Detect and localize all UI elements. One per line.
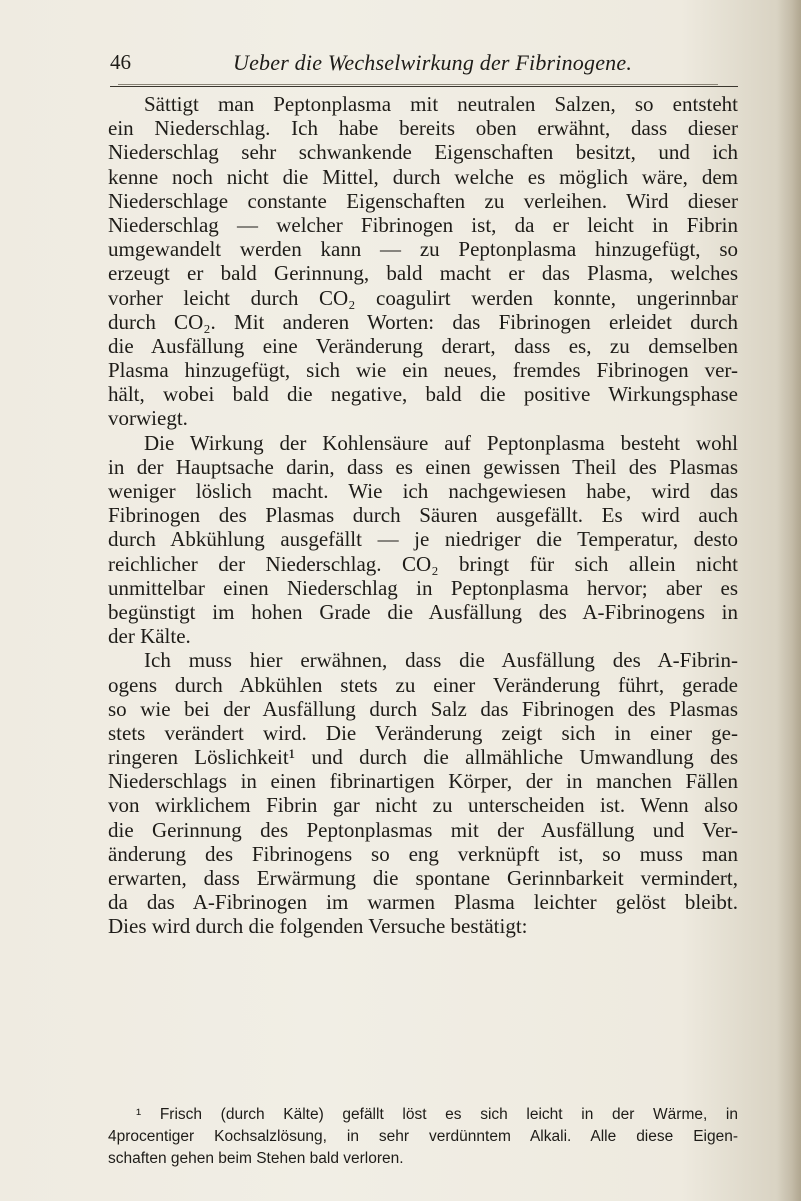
text-line: Die Wirkung der Kohlensäure auf Peptonplasma besteht wohl (144, 430, 738, 455)
paragraph-2 (108, 431, 738, 649)
text-line: weniger löslich macht. Wie ich nachgewiesen habe, wird das (108, 479, 738, 503)
text-line: ogens durch Abkühlen stets zu einer Veränderung führt, gerade (108, 672, 738, 697)
text-line: unmittelbar einen Niederschlag in Peptonplasma hervor; aber es (108, 575, 738, 600)
text-line: ringeren Löslichkeit¹ und durch die allmähliche Umwandlung des (108, 745, 738, 770)
text-line: vorher leicht durch CO₂ coagulirt werden konnte, ungerinnbar (108, 285, 738, 310)
footnote (108, 1104, 738, 1170)
page-header (110, 48, 740, 88)
page-number: 46 (110, 50, 131, 74)
footnote-line: 4procentiger Kochsalzlösung, in sehr verdünntem Alkali. Alle diese Eigen- (108, 1128, 738, 1145)
text-line: umgewandelt werden kann — zu Peptonplasma hinzugefügt, so (108, 237, 738, 262)
text-line: erwarten, dass Erwärmung die spontane Gerinnbarkeit vermindert, (108, 866, 738, 890)
text-line: Niederschlage constante Eigenschaften zu verleihen. Wird dieser (108, 188, 738, 213)
paragraph-3 (108, 648, 738, 938)
text-line: von wirklichem Fibrin gar nicht zu unterscheiden ist. Wenn also (108, 793, 738, 818)
text-line: ein Niederschlag. Ich habe bereits oben erwähnt, dass dieser (108, 116, 738, 141)
text-line: änderung des Fibrinogens so eng verknüpft ist, so muss man (108, 841, 738, 866)
text-line: die Gerinnung des Peptonplasmas mit der Ausfällung und Ver- (108, 817, 738, 842)
text-line: da das A-Fibrinogen im warmen Plasma leichter gelöst bleibt. (108, 890, 738, 915)
running-head: Ueber die Wechselwirkung der Fibrinogene. (233, 50, 633, 75)
text-line: reichlicher der Niederschlag. CO₂ bringt für sich allein nicht (108, 551, 738, 576)
text-line: so wie bei der Ausfällung durch Salz das Fibrinogen des Plasmas (108, 696, 738, 721)
text-line: durch CO₂. Mit anderen Worten: das Fibrinogen erleidet durch (108, 309, 738, 334)
text-line: erzeugt er bald Gerinnung, bald macht er das Plasma, welches (108, 261, 738, 286)
paragraph-1 (108, 92, 738, 431)
text-line: der Kälte. (108, 624, 191, 649)
footnote-line: schaften gehen beim Stehen bald verloren. (108, 1150, 404, 1167)
page-edge-shadow (777, 0, 801, 1201)
text-line: Dies wird durch die folgenden Versuche bestätigt: (108, 914, 528, 939)
text-line: hält, wobei bald die negative, bald die positive Wirkungsphase (108, 382, 738, 407)
text-line: begünstigt im hohen Grade die Ausfällung des A-Fibrinogens in (108, 599, 738, 624)
footnote-line: ¹ Frisch (durch Kälte) gefällt löst es sich leicht in der Wärme, in (136, 1106, 738, 1123)
text-line: vorwiegt. (108, 406, 188, 431)
text-line: Ich muss hier erwähnen, dass die Ausfällung des A-Fibrin- (144, 648, 738, 673)
text-line: Fibrinogen des Plasmas durch Säuren ausgefällt. Es wird auch (108, 503, 738, 528)
text-line: durch Abkühlung ausgefällt — je niedriger die Temperatur, desto (108, 527, 738, 552)
header-rule (110, 86, 738, 87)
text-line: Sättigt man Peptonplasma mit neutralen Salzen, so entsteht (144, 92, 738, 116)
text-line: die Ausfällung eine Veränderung derart, dass es, zu demselben (108, 333, 738, 358)
text-line: kenne noch nicht die Mittel, durch welche es möglich wäre, dem (108, 164, 738, 189)
text-line: Niederschlag sehr schwankende Eigenschaften besitzt, und ich (108, 140, 738, 165)
text-line: Niederschlags in einen fibrinartigen Körper, der in manchen Fällen (108, 769, 738, 794)
text-line: Niederschlag — welcher Fibrinogen ist, da er leicht in Fibrin (108, 212, 738, 237)
body-text (108, 92, 738, 939)
header-rule-thin (118, 84, 718, 85)
text-line: in der Hauptsache darin, dass es einen gewissen Theil des Plasmas (108, 454, 738, 479)
text-line: Plasma hinzugefügt, sich wie ein neues, fremdes Fibrinogen ver- (108, 358, 738, 383)
text-line: stets verändert wird. Die Veränderung zeigt sich in einer ge- (108, 720, 738, 745)
